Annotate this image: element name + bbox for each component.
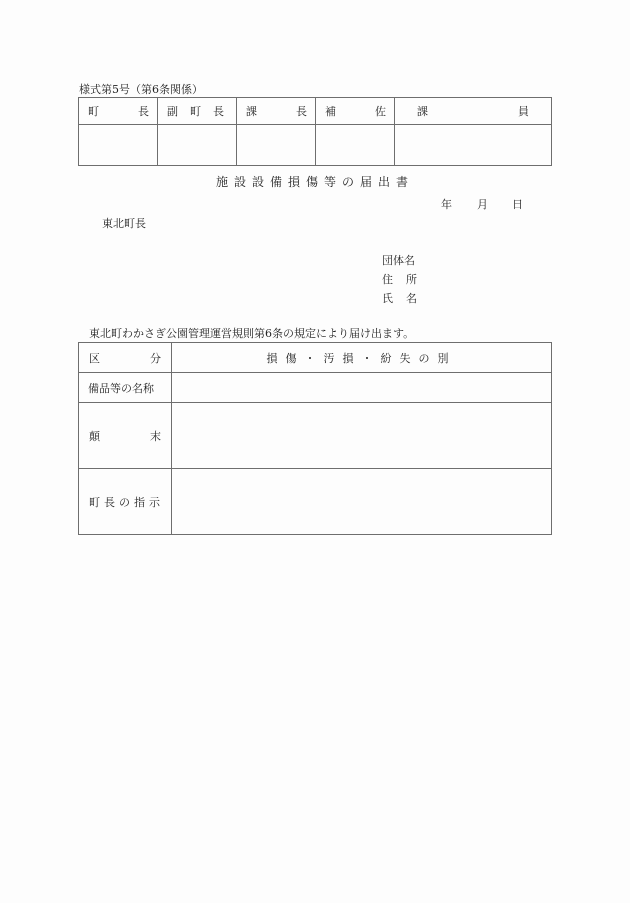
approval-stamp-mayor[interactable] [79,125,158,166]
document-title: 施設設備損傷等の届出書 [215,175,414,189]
item-name-field[interactable] [172,373,552,403]
approval-header-deputy-mayor [158,98,237,125]
approval-header-staff [395,98,552,125]
header-char: 補 [325,105,336,118]
header-char: 長 [296,105,307,118]
label-char: 名 [406,292,417,305]
approval-stamp-section-chief[interactable] [237,125,316,166]
approval-stamp-assistant[interactable] [316,125,395,166]
organization-label: 団体名 [382,254,415,267]
header-char: 員 [518,105,529,118]
label-char: 分 [150,351,161,365]
addressee: 東北町長 [102,217,146,230]
mayor-instructions-field[interactable] [172,469,552,535]
label-char: 氏 [382,292,393,305]
label-circumstances [79,403,172,469]
label-text: 備品等の名称 [88,381,154,395]
label-char: 顛 [89,429,100,443]
name-label [382,290,417,306]
label-char: 区 [89,351,100,365]
approval-stamp-deputy-mayor[interactable] [158,125,237,166]
address-label [382,271,417,287]
label-char: 末 [150,429,161,443]
label-char: 住 [382,273,393,286]
date-month: 月 [477,198,488,211]
header-char: 長 [213,105,224,118]
circumstances-field[interactable] [172,403,552,469]
header-char: 町 [190,105,201,118]
form-number: 様式第5号（第6条関係） [79,83,203,96]
label-mayor-instructions [79,469,172,535]
header-char: 町 [88,105,99,118]
header-char: 課 [246,105,257,118]
label-category [79,343,172,373]
label-char: 所 [406,273,417,286]
approval-header-assistant [316,98,395,125]
date-year: 年 [441,198,452,211]
header-char: 副 [167,105,178,118]
approval-stamp-table [78,97,552,166]
date-day: 日 [512,198,523,211]
report-table [78,342,552,535]
label-text: 町長の指示 [89,495,164,509]
label-item-name [79,373,172,403]
header-char: 佐 [375,105,386,118]
approval-stamp-staff[interactable] [395,125,552,166]
category-options[interactable]: 損傷・汚損・紛失の別 [172,343,552,373]
approval-header-section-chief [237,98,316,125]
approval-header-mayor [79,98,158,125]
header-char: 長 [138,105,149,118]
statement-text: 東北町わかさぎ公園管理運営規則第6条の規定により届け出ます。 [89,327,415,340]
header-char: 課 [417,105,428,118]
